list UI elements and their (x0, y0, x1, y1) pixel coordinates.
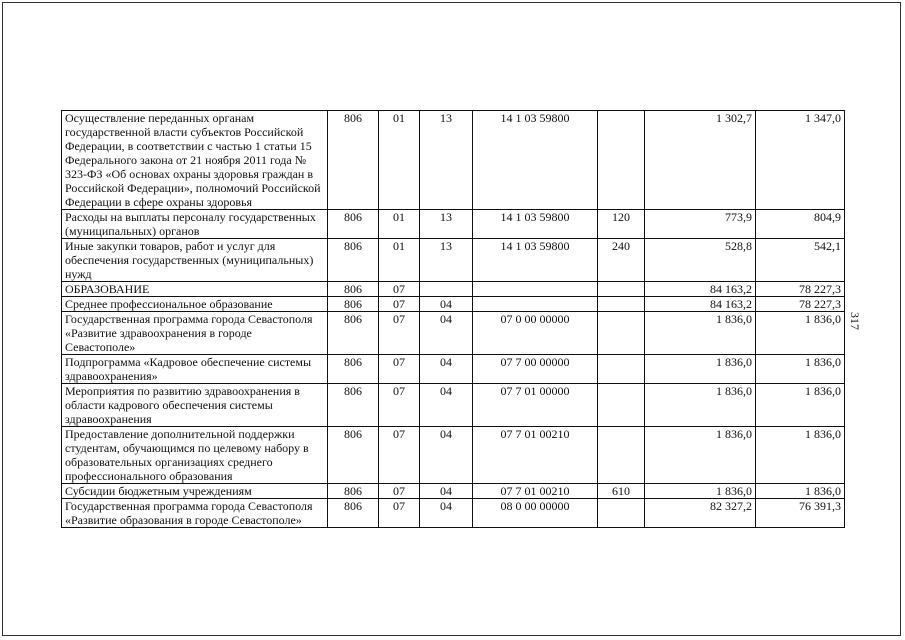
table-row (62, 239, 845, 282)
department-code-cell: 806 (328, 111, 379, 210)
subsection-code-cell (420, 282, 473, 297)
expense-type-code-cell (598, 355, 645, 384)
target-article-code-cell: 07 7 01 00210 (473, 484, 598, 499)
budget-table-body (62, 111, 845, 528)
amount-year-2-cell: 542,1 (756, 239, 845, 282)
target-article-code-cell: 07 7 01 00000 (473, 384, 598, 427)
budget-table (61, 110, 845, 528)
section-code-cell: 07 (379, 427, 420, 484)
section-code-cell: 07 (379, 499, 420, 528)
amount-year-1-cell: 1 836,0 (645, 384, 756, 427)
table-row (62, 484, 845, 499)
amount-year-1-cell: 773,9 (645, 210, 756, 239)
target-article-code-cell: 07 0 00 00000 (473, 312, 598, 355)
subsection-code-cell: 04 (420, 355, 473, 384)
item-name-cell: ОБРАЗОВАНИЕ (62, 282, 328, 297)
item-name-cell: Иные закупки товаров, работ и услуг для обеспечения государственных (муниципальных) нужд (62, 239, 328, 282)
item-name-cell: Предоставление дополнительной поддержки студентам, обучающимся по целевому набору в образовательных организациях среднего профессионального образования (62, 427, 328, 484)
amount-year-1-cell: 1 836,0 (645, 355, 756, 384)
amount-year-1-cell: 1 836,0 (645, 427, 756, 484)
subsection-code-cell: 04 (420, 499, 473, 528)
item-name-cell: Государственная программа города Севастополя «Развитие здравоохранения в городе Севастополе» (62, 312, 328, 355)
table-row (62, 111, 845, 210)
item-name-cell: Расходы на выплаты персоналу государственных (муниципальных) органов (62, 210, 328, 239)
item-name-cell: Государственная программа города Севастополя «Развитие образования в городе Севастополе» (62, 499, 328, 528)
expense-type-code-cell (598, 297, 645, 312)
section-code-cell: 07 (379, 384, 420, 427)
subsection-code-cell: 13 (420, 210, 473, 239)
section-code-cell: 07 (379, 312, 420, 355)
section-code-cell: 07 (379, 282, 420, 297)
amount-year-2-cell: 78 227,3 (756, 282, 845, 297)
department-code-cell: 806 (328, 355, 379, 384)
target-article-code-cell (473, 297, 598, 312)
subsection-code-cell: 04 (420, 427, 473, 484)
target-article-code-cell: 07 7 00 00000 (473, 355, 598, 384)
department-code-cell: 806 (328, 499, 379, 528)
amount-year-1-cell: 1 836,0 (645, 312, 756, 355)
expense-type-code-cell (598, 111, 645, 210)
table-row (62, 427, 845, 484)
target-article-code-cell: 07 7 01 00210 (473, 427, 598, 484)
department-code-cell: 806 (328, 210, 379, 239)
table-row (62, 282, 845, 297)
target-article-code-cell: 08 0 00 00000 (473, 499, 598, 528)
expense-type-code-cell: 610 (598, 484, 645, 499)
target-article-code-cell: 14 1 03 59800 (473, 210, 598, 239)
item-name-cell: Среднее профессиональное образование (62, 297, 328, 312)
amount-year-2-cell: 76 391,3 (756, 499, 845, 528)
subsection-code-cell: 13 (420, 111, 473, 210)
table-row (62, 499, 845, 528)
section-code-cell: 07 (379, 297, 420, 312)
department-code-cell: 806 (328, 384, 379, 427)
subsection-code-cell: 13 (420, 239, 473, 282)
department-code-cell: 806 (328, 427, 379, 484)
expense-type-code-cell (598, 312, 645, 355)
item-name-cell: Осуществление переданных органам государственной власти субъектов Российской Федерации, в соответствии с частью 1 статьи 15 Федерального закона от 21 ноября 2011 года № 323-ФЗ «Об основах охраны здоровья граждан в Российской Федерации», полномочий Российской Федерации в сфере охраны здоровья (62, 111, 328, 210)
amount-year-1-cell: 84 163,2 (645, 282, 756, 297)
department-code-cell: 806 (328, 312, 379, 355)
department-code-cell: 806 (328, 484, 379, 499)
subsection-code-cell: 04 (420, 312, 473, 355)
target-article-code-cell: 14 1 03 59800 (473, 111, 598, 210)
amount-year-1-cell: 84 163,2 (645, 297, 756, 312)
department-code-cell: 806 (328, 239, 379, 282)
department-code-cell: 806 (328, 282, 379, 297)
amount-year-2-cell: 78 227,3 (756, 297, 845, 312)
target-article-code-cell: 14 1 03 59800 (473, 239, 598, 282)
table-row (62, 210, 845, 239)
expense-type-code-cell (598, 427, 645, 484)
amount-year-2-cell: 1 836,0 (756, 312, 845, 355)
amount-year-2-cell: 1 836,0 (756, 484, 845, 499)
amount-year-1-cell: 82 327,2 (645, 499, 756, 528)
amount-year-2-cell: 1 836,0 (756, 427, 845, 484)
expense-type-code-cell (598, 499, 645, 528)
section-code-cell: 07 (379, 484, 420, 499)
amount-year-1-cell: 1 302,7 (645, 111, 756, 210)
section-code-cell: 07 (379, 355, 420, 384)
table-row (62, 312, 845, 355)
amount-year-1-cell: 1 836,0 (645, 484, 756, 499)
section-code-cell: 01 (379, 111, 420, 210)
amount-year-2-cell: 1 347,0 (756, 111, 845, 210)
expense-type-code-cell (598, 282, 645, 297)
table-row (62, 384, 845, 427)
item-name-cell: Подпрограмма «Кадровое обеспечение системы здравоохранения» (62, 355, 328, 384)
amount-year-2-cell: 1 836,0 (756, 355, 845, 384)
section-code-cell: 01 (379, 239, 420, 282)
expense-type-code-cell (598, 384, 645, 427)
table-row (62, 355, 845, 384)
amount-year-2-cell: 1 836,0 (756, 384, 845, 427)
subsection-code-cell: 04 (420, 484, 473, 499)
target-article-code-cell (473, 282, 598, 297)
amount-year-1-cell: 528,8 (645, 239, 756, 282)
table-row (62, 297, 845, 312)
item-name-cell: Субсидии бюджетным учреждениям (62, 484, 328, 499)
subsection-code-cell: 04 (420, 297, 473, 312)
amount-year-2-cell: 804,9 (756, 210, 845, 239)
section-code-cell: 01 (379, 210, 420, 239)
department-code-cell: 806 (328, 297, 379, 312)
expense-type-code-cell: 120 (598, 210, 645, 239)
subsection-code-cell: 04 (420, 384, 473, 427)
expense-type-code-cell: 240 (598, 239, 645, 282)
page-number: 317 (848, 312, 862, 330)
item-name-cell: Мероприятия по развитию здравоохранения в области кадрового обеспечения системы здравоохранения (62, 384, 328, 427)
